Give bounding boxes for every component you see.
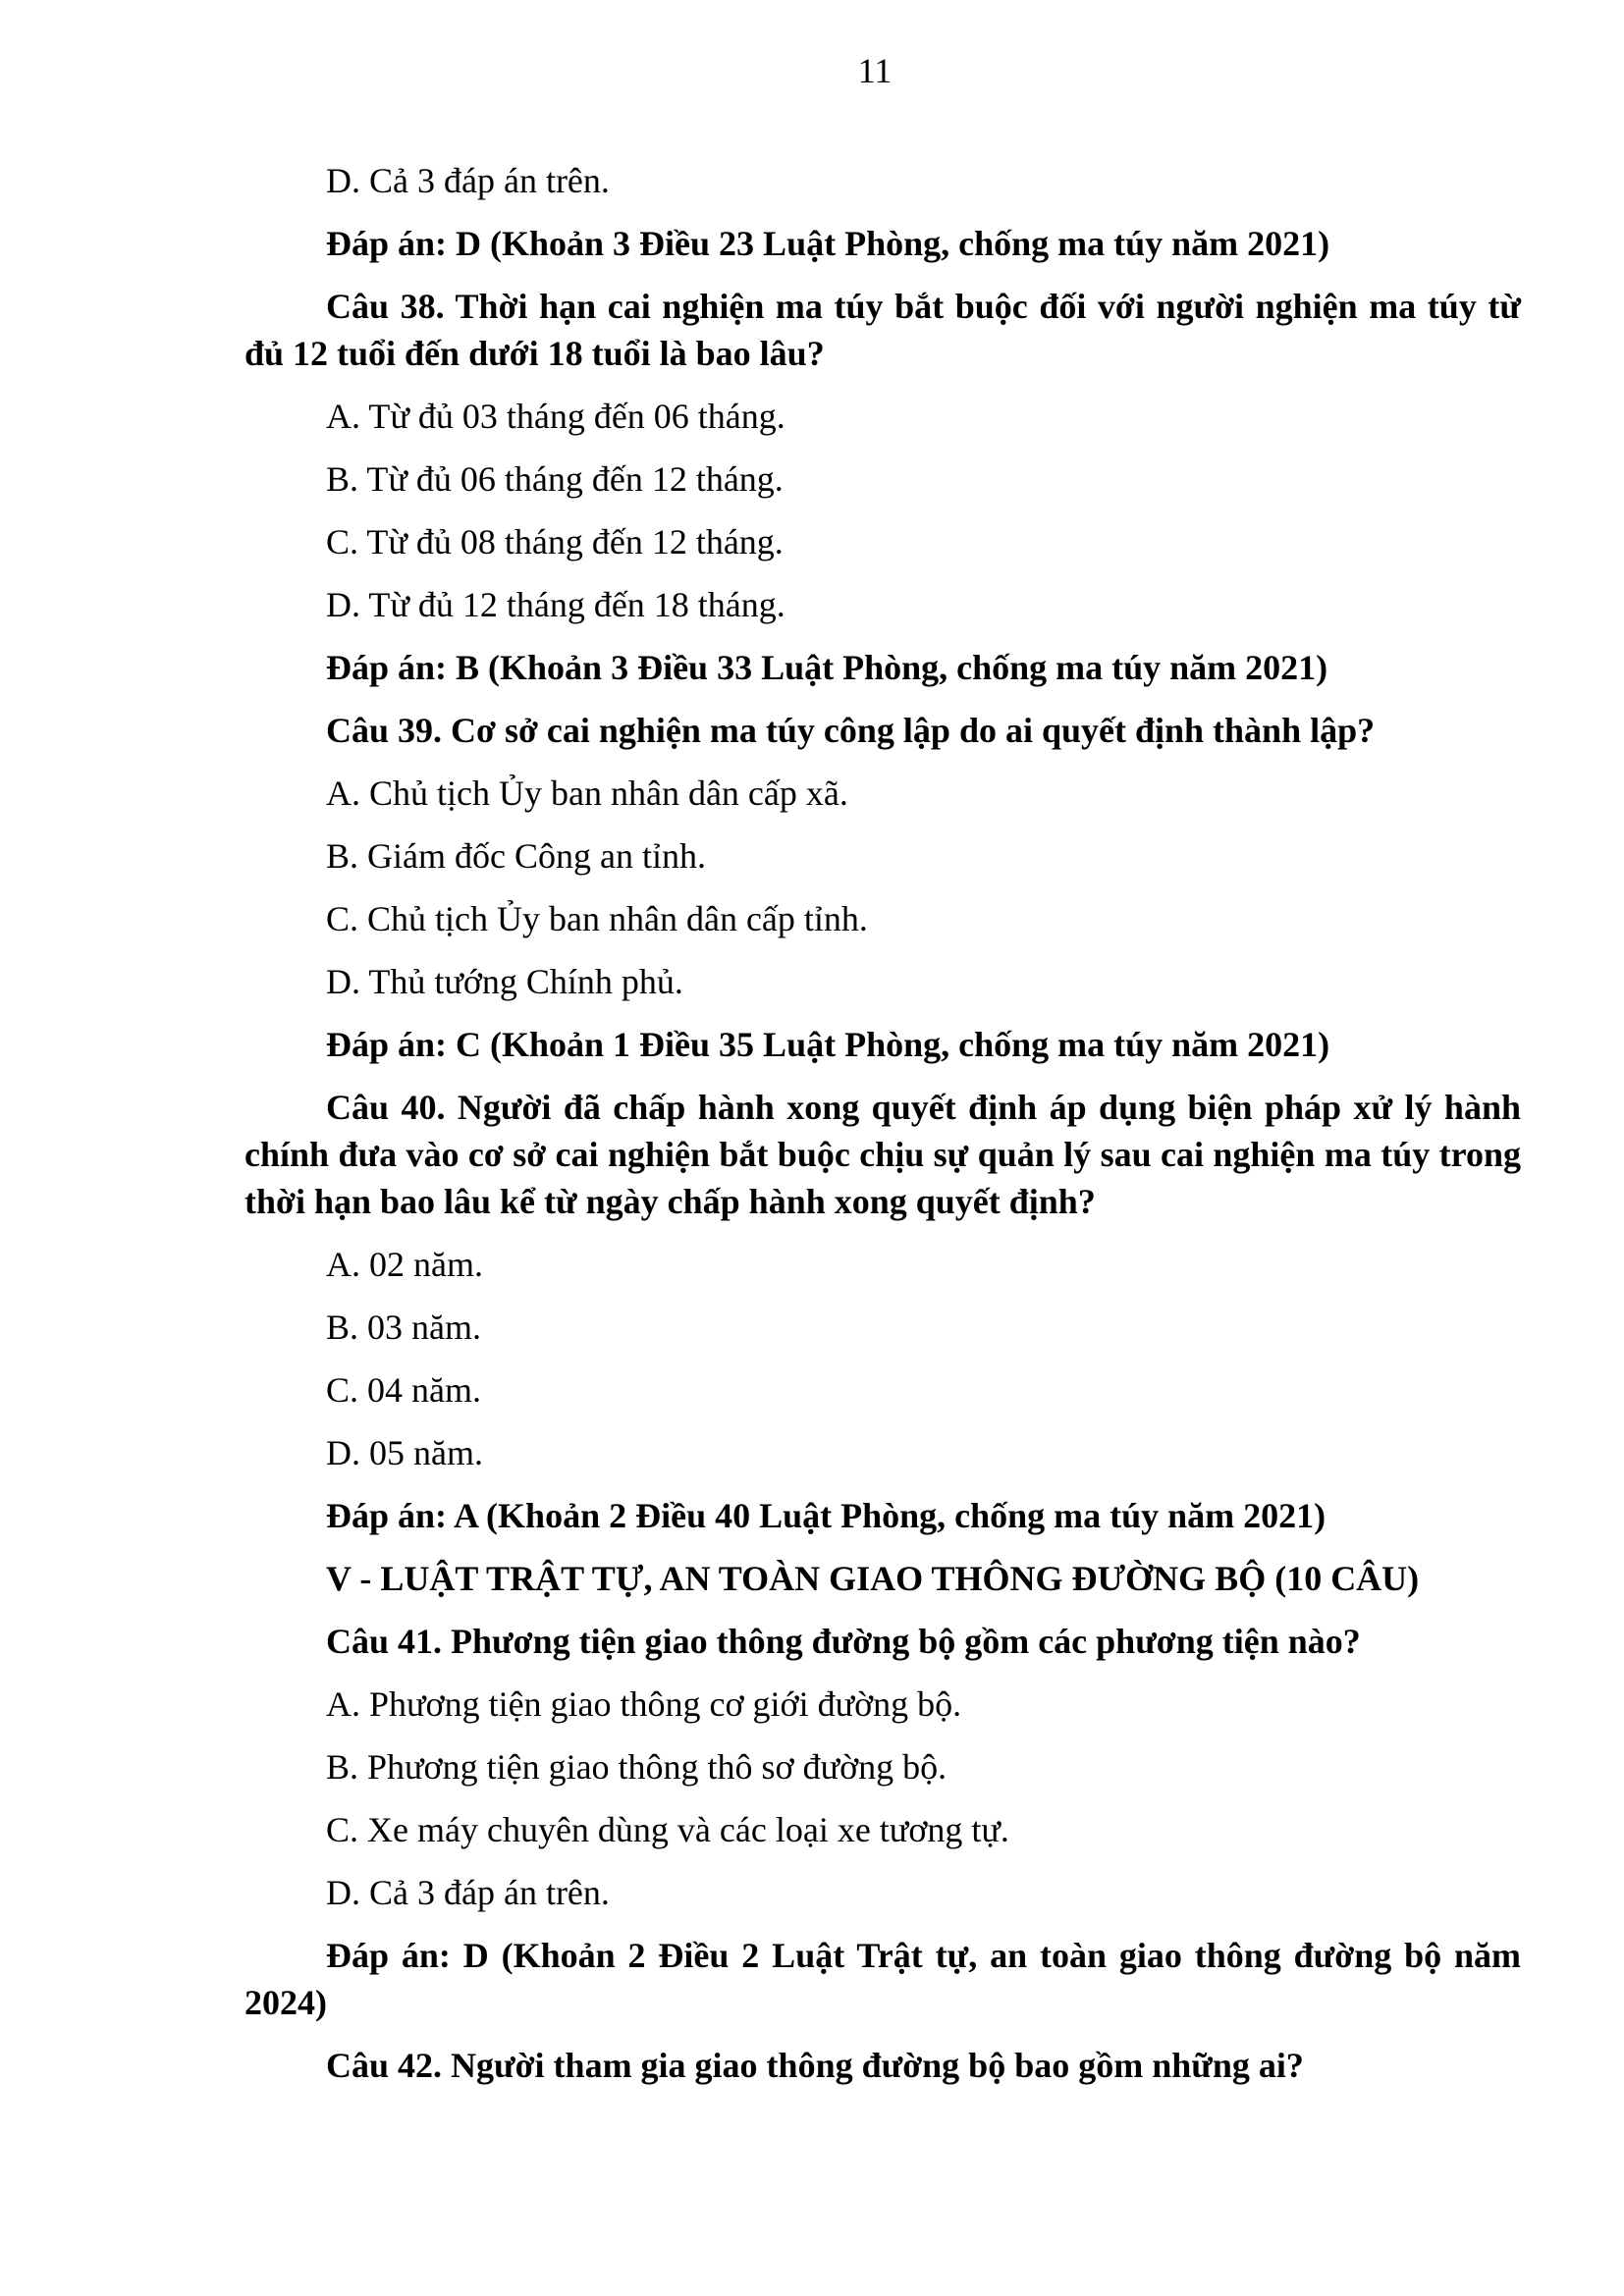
question-42: Câu 42. Người tham gia giao thông đường bộ bao gồm những ai?: [326, 2046, 1304, 2085]
option-c-q40: C. 04 năm.: [326, 1370, 481, 1410]
option-a-q41: A. Phương tiện giao thông cơ giới đường bộ.: [326, 1684, 962, 1724]
question-39: Câu 39. Cơ sở cai nghiện ma túy công lập do ai quyết định thành lập?: [326, 711, 1376, 750]
option-d-q38: D. Từ đủ 12 tháng đến 18 tháng.: [326, 585, 785, 624]
section-heading-v: V - LUẬT TRẬT TỰ, AN TOÀN GIAO THÔNG ĐƯỜNG BỘ (10 CÂU): [326, 1559, 1420, 1598]
option-c-q41: C. Xe máy chuyên dùng và các loại xe tương tự.: [326, 1810, 1009, 1849]
option-d-q41: D. Cả 3 đáp án trên.: [326, 1873, 610, 1912]
option-a-q39: A. Chủ tịch Ủy ban nhân dân cấp xã.: [326, 774, 848, 813]
answer-q37: Đáp án: D (Khoản 3 Điều 23 Luật Phòng, chống ma túy năm 2021): [326, 224, 1330, 263]
option-b-q41: B. Phương tiện giao thông thô sơ đường bộ.: [326, 1747, 947, 1787]
option-d-q39: D. Thủ tướng Chính phủ.: [326, 962, 683, 1001]
answer-q39: Đáp án: C (Khoản 1 Điều 35 Luật Phòng, chống ma túy năm 2021): [326, 1025, 1330, 1064]
option-c-q39: C. Chủ tịch Ủy ban nhân dân cấp tỉnh.: [326, 899, 868, 938]
page-content: [244, 149, 1521, 2097]
question-40: Câu 40. Người đã chấp hành xong quyết định áp dụng biện pháp xử lý hành chính đưa vào cơ sở cai nghiện bắt buộc chịu sự quản lý sau cai nghiện ma túy trong thời hạn bao lâu kể từ ngày chấp hành xong quyết định?: [244, 1088, 1521, 1221]
option-a-q40: A. 02 năm.: [326, 1245, 483, 1284]
option-b-q40: B. 03 năm.: [326, 1308, 481, 1347]
option-b-q38: B. Từ đủ 06 tháng đến 12 tháng.: [326, 459, 784, 499]
option-c-q38: C. Từ đủ 08 tháng đến 12 tháng.: [326, 522, 784, 561]
option-d-q40: D. 05 năm.: [326, 1433, 483, 1472]
option-a-q38: A. Từ đủ 03 tháng đến 06 tháng.: [326, 397, 785, 436]
answer-q41: Đáp án: D (Khoản 2 Điều 2 Luật Trật tự, an toàn giao thông đường bộ năm 2024): [244, 1936, 1521, 2022]
answer-q38: Đáp án: B (Khoản 3 Điều 33 Luật Phòng, chống ma túy năm 2021): [326, 648, 1328, 687]
answer-q40: Đáp án: A (Khoản 2 Điều 40 Luật Phòng, chống ma túy năm 2021): [326, 1496, 1326, 1535]
question-41: Câu 41. Phương tiện giao thông đường bộ gồm các phương tiện nào?: [326, 1622, 1361, 1661]
page-number: 11: [857, 51, 893, 90]
option-d-q37: D. Cả 3 đáp án trên.: [326, 161, 610, 200]
option-b-q39: B. Giám đốc Công an tỉnh.: [326, 836, 706, 876]
question-38: Câu 38. Thời hạn cai nghiện ma túy bắt buộc đối với người nghiện ma túy từ đủ 12 tuổi đến dưới 18 tuổi là bao lâu?: [244, 287, 1521, 373]
